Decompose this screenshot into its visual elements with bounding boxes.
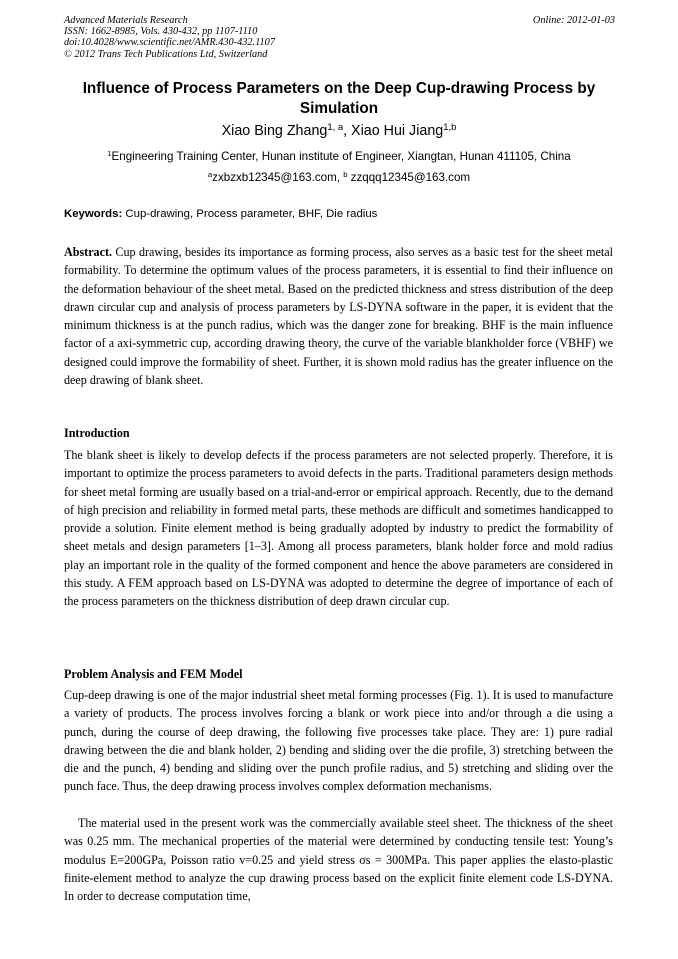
author-line	[50, 122, 628, 140]
author-2-affil: 1,b	[443, 120, 457, 132]
affiliation	[20, 149, 658, 164]
abstract-text: Cup drawing, besides its importance as forming process, also serves as a basic test for the sheet metal formability. To determine the optimum values of the process parameters, it is essential to find their influence on the deformation behaviour of the sheet metal. Based on the predicted thickness and stress distribution of the deep drawn circular cup and analysis of process parameters by LS-DYNA software in the paper, it is evident that the minimum thickness is at the punch radius, which was the danger zone for breaking. BHF is the main influence factor of a axi-symmetric cup, according drawing theory, the curve of the variable blankholder force (VBHF) we designed could improve the formability of sheet. Further, it is shown mold radius has the greater influence on the deep drawing of blank sheet.	[64, 245, 613, 387]
email-a: zxbzxb12345@163.com,	[212, 171, 344, 184]
abstract	[64, 243, 613, 389]
abstract-label: Abstract.	[64, 245, 113, 259]
author-separator: ,	[343, 123, 352, 139]
copyright-line: © 2012 Trans Tech Publications Ltd, Switzerland	[64, 48, 268, 60]
problem-analysis-para-2: The material used in the present work was the commercially available steel sheet. The thickness of the sheet was 0.25 mm. The mechanical properties of the material were determined by conducting tensile test: Young’s modulus E=200GPa, Poisson ratio v=0.25 and yield stress σs = 300MPa. This paper applies the elasto-plastic finite-element method to analyze the cup drawing process based on the explicit finite element code LS-DYNA. In order to decrease computation time,	[64, 816, 613, 903]
author-1-affil: 1, a	[327, 120, 344, 132]
email-a-marker: a	[207, 169, 213, 179]
keywords	[64, 207, 616, 222]
email-line	[50, 170, 628, 185]
paper-title: Influence of Process Parameters on the Deep Cup-drawing Process by Simulation	[82, 80, 596, 117]
journal-name: Advanced Materials Research	[64, 15, 188, 26]
introduction-heading: Introduction	[64, 426, 130, 440]
doi-line: doi:10.4028/www.scientific.net/AMR.430-432.1107	[64, 37, 275, 49]
keywords-label: Keywords:	[64, 208, 123, 220]
email-b-marker: b	[343, 169, 348, 179]
problem-analysis-heading: Problem Analysis and FEM Model	[64, 667, 243, 681]
affiliation-text: Engineering Training Center, Hunan institute of Engineer, Xiangtan, Hunan 411105, China	[111, 150, 571, 163]
keywords-text: Cup-drawing, Process parameter, BHF, Die radius	[122, 208, 378, 220]
journal-header	[64, 15, 275, 60]
problem-analysis-para-1: Cup-deep drawing is one of the major industrial sheet metal forming processes (Fig. 1). It is used to manufacture a variety of products. The process involves forcing a blank or work piece into and/or through a die using a punch, during the course of deep drawing, the following five processes take place. They are: 1) pure radial drawing between the die and blank holder, 2) bending and sliding over the die profile, 3) stretching between the die and the punch, 4) bending and sliding over the punch profile radius, and 5) stretching and sliding over the punch face. Thus, the deep drawing process involves complex deformation mechanisms.	[64, 688, 613, 794]
author-1: Xiao Bing Zhang	[221, 123, 328, 139]
author-2: Xiao Hui Jiang	[351, 123, 444, 139]
introduction-text: The blank sheet is likely to develop defects if the process parameters are not selected properly. Therefore, it is important to optimize the process parameters to avoid defects in the parts. Traditional parameters design methods for sheet metal forming are usually based on a trial-and-error or empirical approach. Recently, due to the demand of high precision and reliability in formed metal parts, these methods are difficult and sometimes handicapped to provide a solution. Finite element method is being gradually adopted by industry to predict the formability of sheet metals and design parameters [1–3]. Among all process parameters, blank holder force and mold radius play an important role in the quality of the formed component and hence the above parameters are considered in this study. A FEM approach based on LS-DYNA was adopted to determine the degree of importance of each of the process parameters on the thickness distribution of deep drawn circular cup.	[64, 448, 613, 608]
issn-line: ISSN: 1662-8985, Vols. 430-432, pp 1107-1110	[64, 26, 258, 38]
email-b: zzqqq12345@163.com	[347, 171, 471, 184]
online-date: Online: 2012-01-03	[532, 15, 615, 26]
affiliation-marker: 1	[107, 148, 112, 158]
